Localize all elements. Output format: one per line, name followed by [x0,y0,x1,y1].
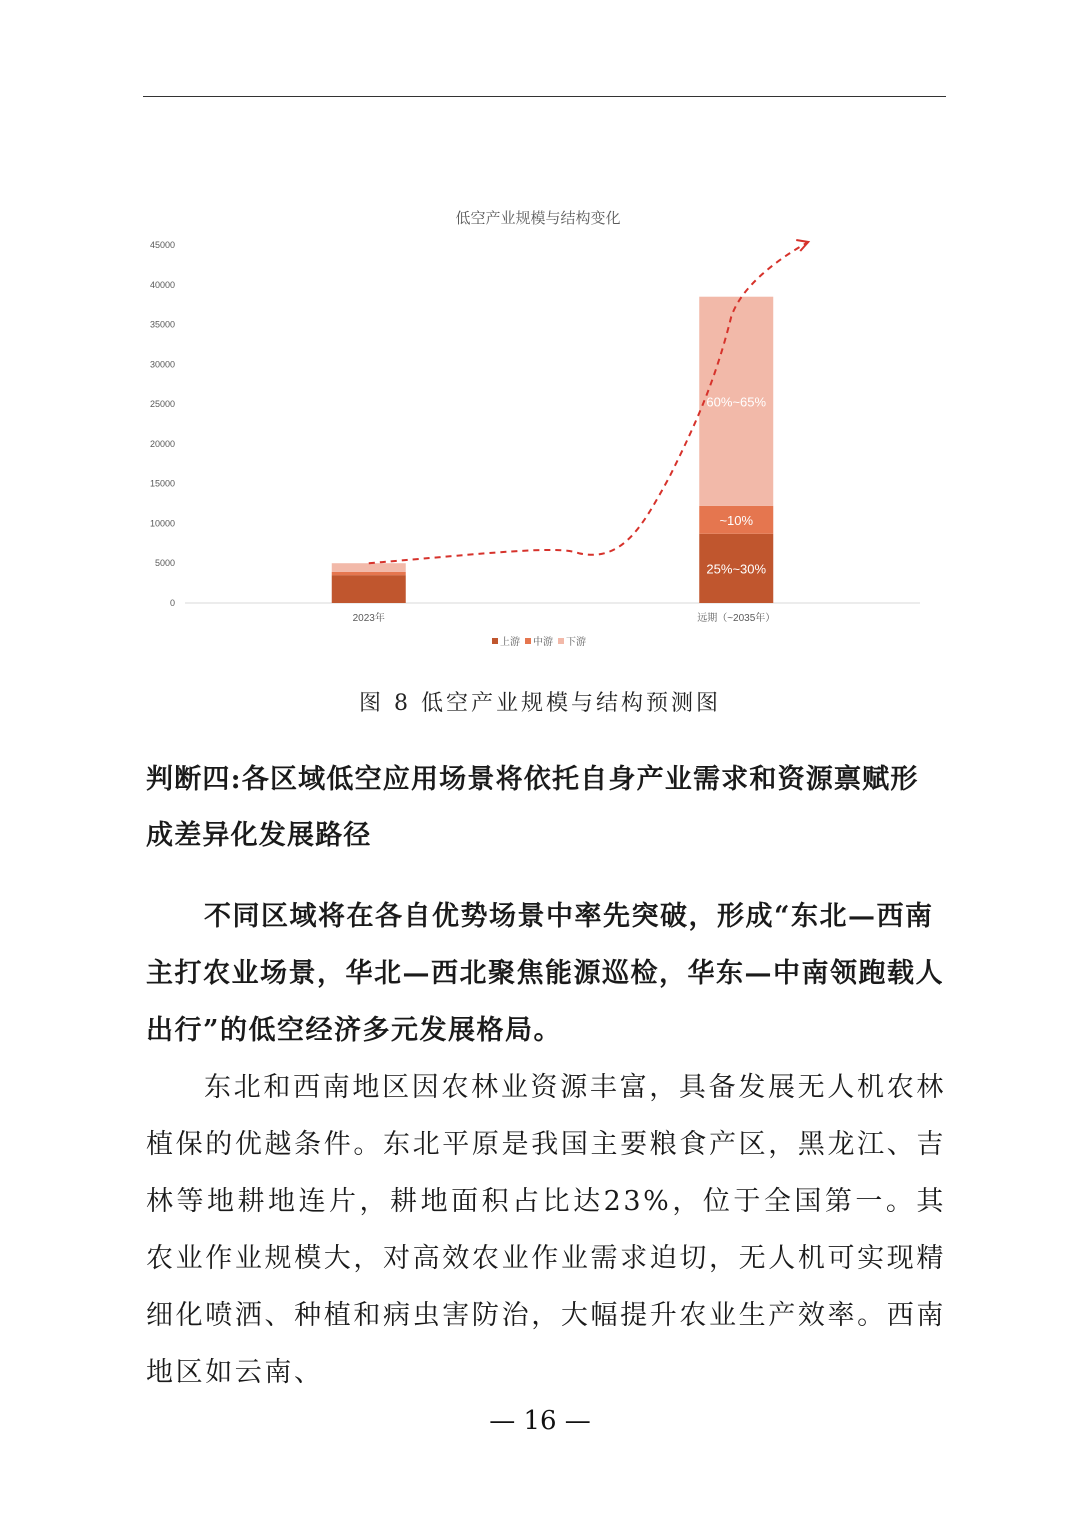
bold-paragraph: 不同区域将在各自优势场景中率先突破，形成“东北—西南主打农业场景，华北—西北聚焦能源巡检，华东—中南领跑载人出行”的低空经济多元发展格局。 [146,901,944,1046]
page-number: — 16 — [489,1406,591,1436]
legend-label: 中游 [533,637,553,648]
legend-swatch-上游 [492,638,498,644]
header-rule [143,96,946,97]
data-label: ~10% [719,512,754,528]
y-tick-label: 35000 [149,319,175,330]
y-tick-label: 40000 [149,279,175,290]
y-tick-label: 15000 [149,478,175,489]
y-tick-label: 10000 [149,518,175,529]
y-tick-label: 30000 [149,359,175,370]
bar-segment-下游 [332,563,406,572]
bar-segment-上游 [332,575,406,603]
data-label: 60%~65% [706,394,767,410]
section-heading: 判断四:各区域低空应用场景将依托自身产业需求和资源禀赋形成差异化发展路径 [146,764,919,851]
data-label: 25%~30% [706,561,767,577]
y-tick-label: 5000 [154,558,175,569]
y-tick-label: 45000 [149,240,175,250]
y-tick-label: 20000 [149,438,175,449]
legend-label: 上游 [500,637,520,648]
legend-swatch-下游 [558,638,564,644]
figure-caption: 图 8 低空产业规模与结构预测图 [359,691,721,716]
body-paragraph: 东北和西南地区因农林业资源丰富，具备发展无人机农林植保的优越条件。东北平原是我国主要粮食产区，黑龙江、吉林等地耕地连片，耕地面积占比达23%，位于全国第一。其农业作业规模大，对高效农业作业需求迫切，无人机可实现精细化喷洒、种植和病虫害防治，大幅提升农业生产效率。西南地区如云南、 [146,1072,946,1388]
x-tick-label: 2023年 [352,613,385,624]
y-tick-label: 25000 [149,399,175,410]
trend-arrow-head [796,240,808,251]
chart-svg [140,195,940,665]
chart [140,195,940,665]
chart-title: 低空产业规模与结构变化 [455,210,621,227]
legend-label: 下游 [566,637,586,648]
y-tick-label: 0 [169,598,175,608]
bar-segment-中游 [332,572,406,575]
x-tick-label: 远期（~2035年） [697,613,776,624]
legend-swatch-中游 [525,638,531,644]
